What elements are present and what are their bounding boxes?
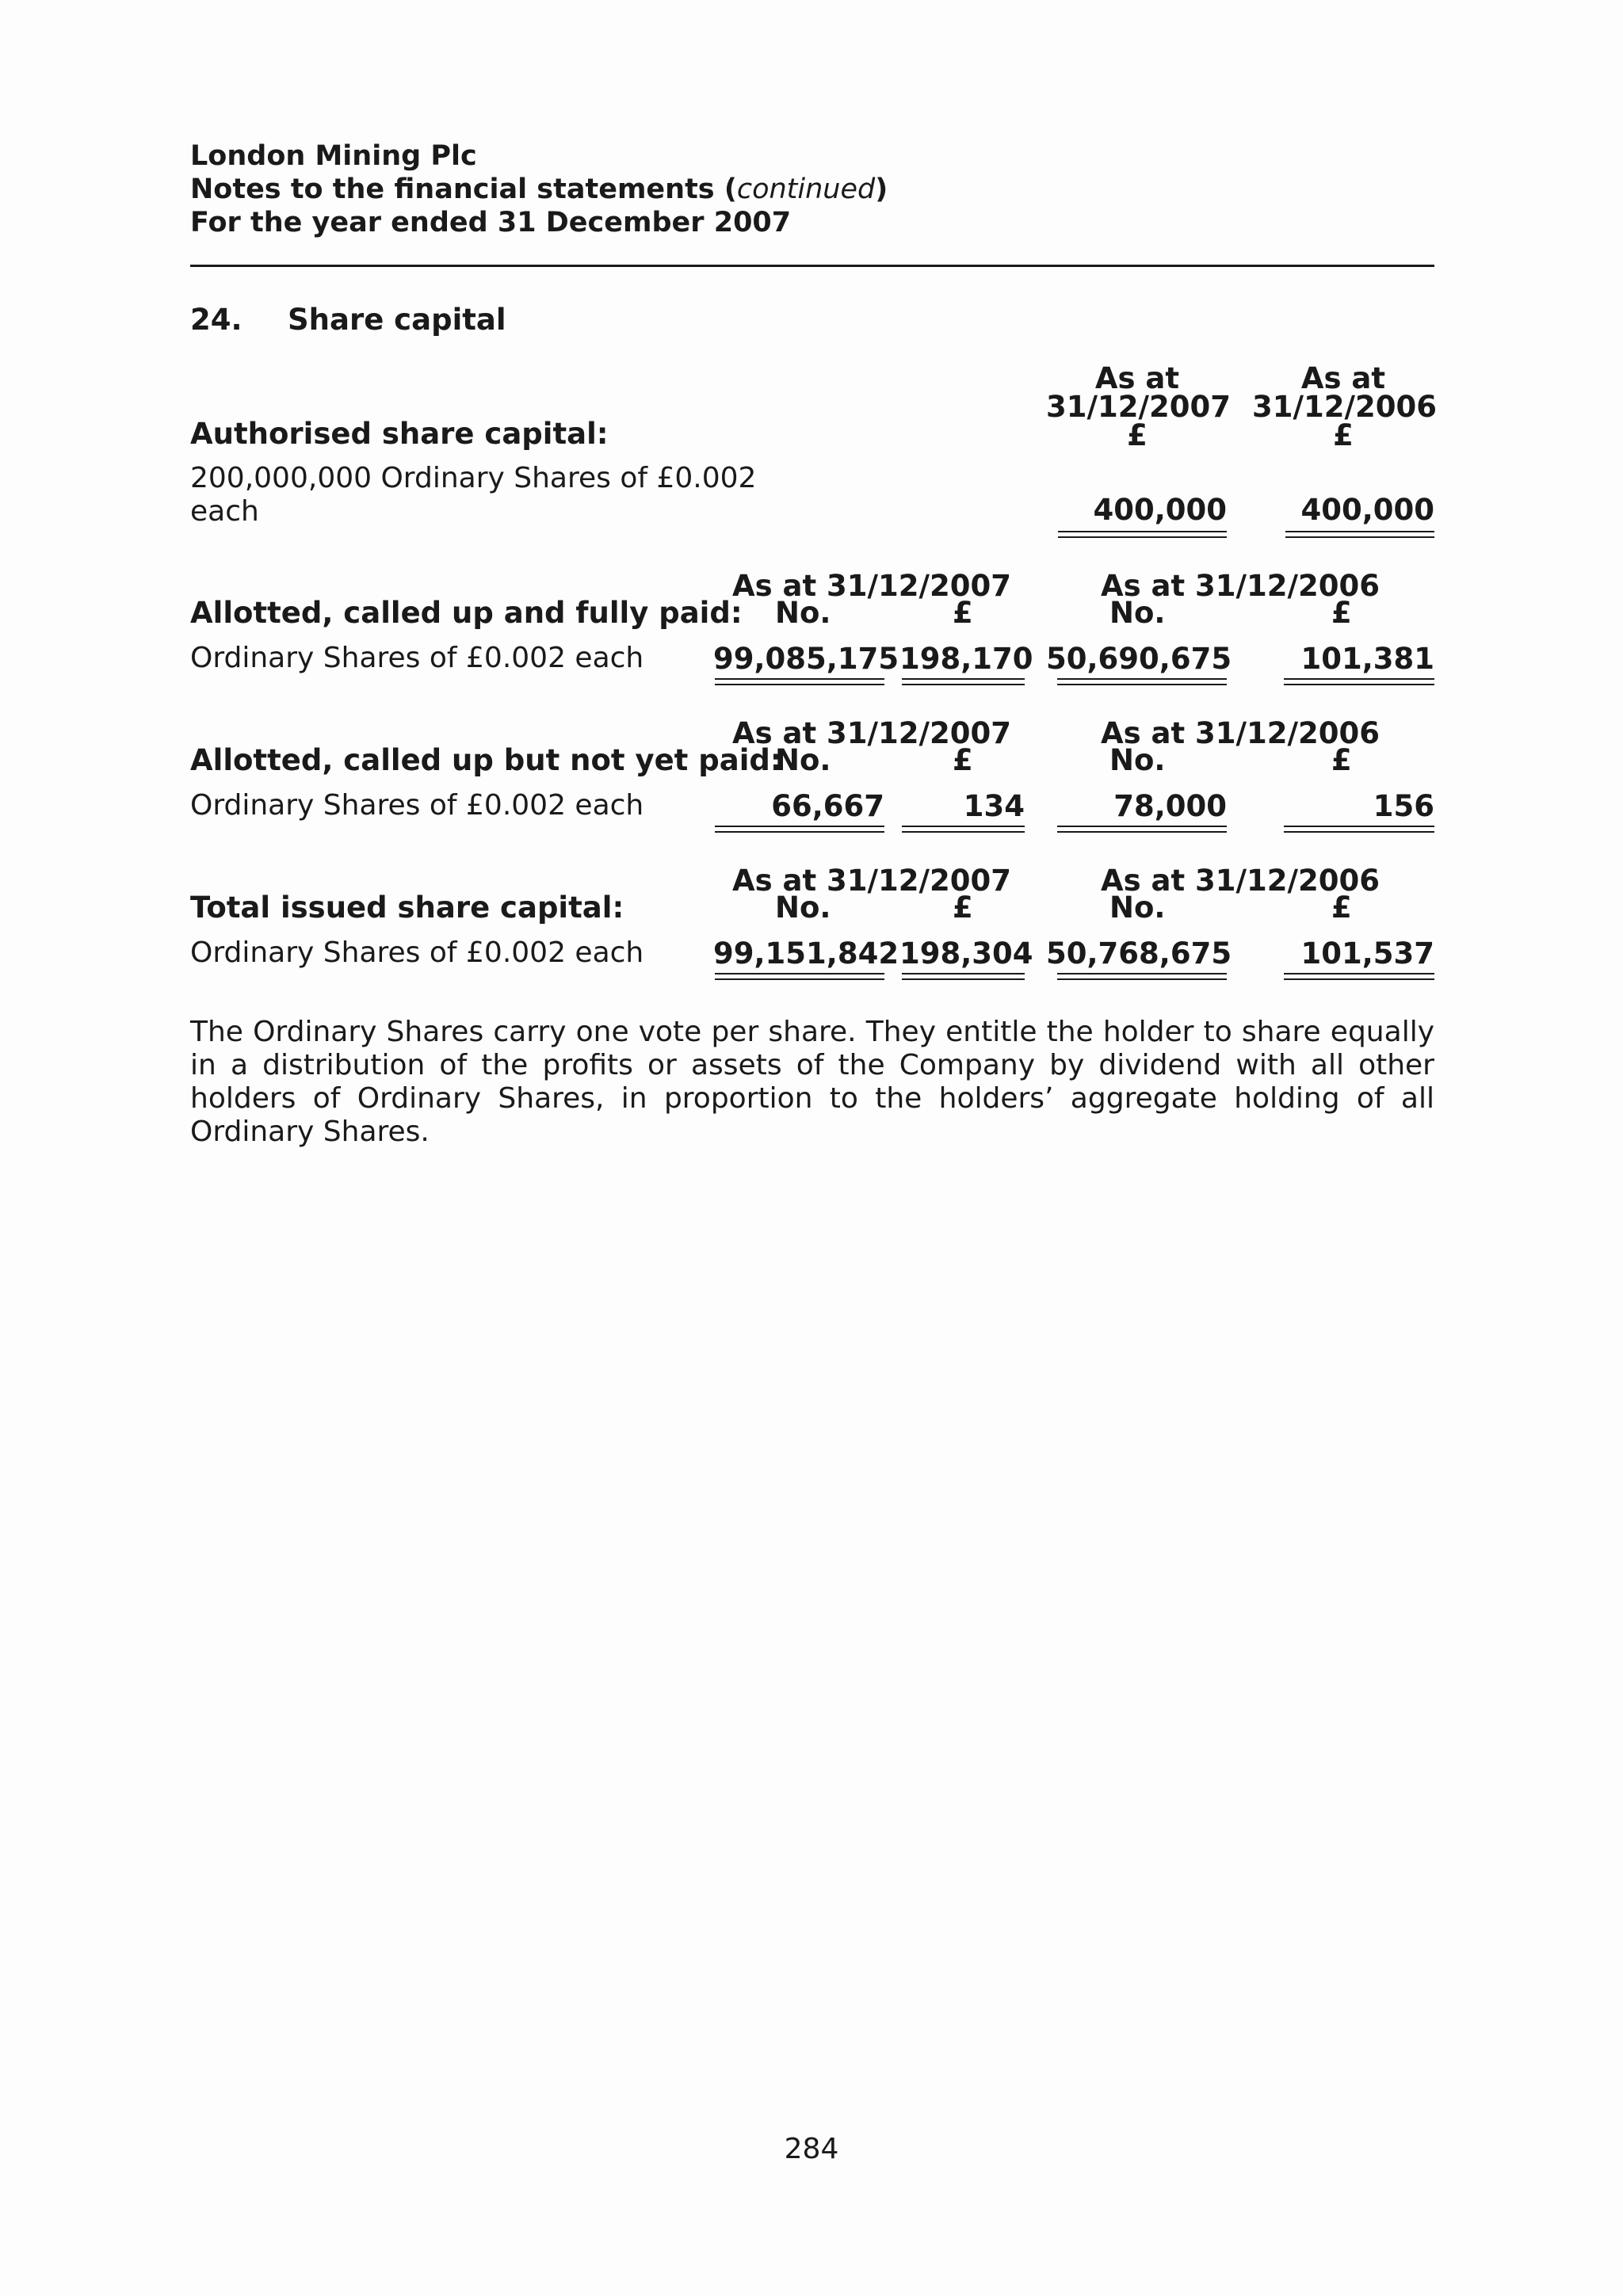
block2-double-rule-2 bbox=[902, 826, 1025, 833]
block1-group-header-2007: As at 31/12/2007 bbox=[731, 569, 1012, 603]
authorised-row-label-line2: each bbox=[190, 495, 259, 528]
block1-double-rule-2 bbox=[902, 678, 1025, 685]
notes-title-close: ) bbox=[875, 174, 888, 205]
block3-value-no-2006: 50,768,675 bbox=[1046, 936, 1232, 971]
block2-double-rule-4 bbox=[1284, 826, 1434, 833]
authorised-label: Authorised share capital: bbox=[190, 417, 609, 451]
block3-double-rule-2 bbox=[902, 973, 1025, 980]
authorised-row-label-line1: 200,000,000 Ordinary Shares of £0.002 bbox=[190, 462, 757, 494]
block1-subheader-gbp-2007: £ bbox=[953, 596, 973, 630]
section-title: Share capital bbox=[288, 303, 506, 337]
block1-row-label: Ordinary Shares of £0.002 each bbox=[190, 642, 644, 674]
notes-title bbox=[190, 173, 1434, 206]
block3-label: Total issued share capital: bbox=[190, 891, 624, 925]
authorised-header-2006-line3: £ bbox=[1333, 418, 1354, 452]
block2-subheader-gbp-2007: £ bbox=[953, 743, 973, 777]
authorised-header-2007-line1: As at bbox=[1094, 361, 1180, 395]
authorised-header-2006-line1: As at bbox=[1300, 361, 1386, 395]
share-rights-paragraph: The Ordinary Shares carry one vote per share. They entitle the holder to share equally in a distribution of the profits or assets of the Company by dividend with all other holders of Ordinary Shares, in proportion to the holders’ aggregate holding of all Ordinary Shares. bbox=[190, 1016, 1434, 1148]
block2-subheader-gbp-2006: £ bbox=[1331, 743, 1352, 777]
authorised-header-2007-line3: £ bbox=[1127, 418, 1148, 452]
block2-label: Allotted, called up but not yet paid: bbox=[190, 743, 782, 777]
block2-value-no-2007: 66,667 bbox=[771, 789, 884, 823]
block1-value-gbp-2006: 101,381 bbox=[1300, 642, 1434, 676]
authorised-header-2007 bbox=[1046, 361, 1231, 452]
authorised-double-rule-2007 bbox=[1058, 531, 1227, 538]
block1-group-header-2006: As at 31/12/2006 bbox=[1100, 569, 1381, 603]
block1-value-no-2006: 50,690,675 bbox=[1046, 642, 1232, 676]
block3-value-no-2007: 99,151,842 bbox=[713, 936, 899, 971]
block3-subheader-gbp-2007: £ bbox=[953, 891, 973, 925]
authorised-header-2006 bbox=[1252, 361, 1437, 452]
block2-group-header-2007: As at 31/12/2007 bbox=[731, 716, 1012, 750]
block1-value-no-2007: 99,085,175 bbox=[713, 642, 899, 676]
section-number: 24. bbox=[190, 303, 242, 337]
block3-double-rule-1 bbox=[715, 973, 884, 980]
block2-double-rule-3 bbox=[1057, 826, 1227, 833]
block1-double-rule-3 bbox=[1057, 678, 1227, 685]
block1-label: Allotted, called up and fully paid: bbox=[190, 596, 743, 630]
notes-title-text: Notes to the financial statements ( bbox=[190, 174, 737, 205]
block1-value-gbp-2007: 198,170 bbox=[899, 642, 1033, 676]
block3-double-rule-4 bbox=[1284, 973, 1434, 980]
block3-double-rule-3 bbox=[1057, 973, 1227, 980]
block2-group-header-2006: As at 31/12/2006 bbox=[1100, 716, 1381, 750]
block2-value-gbp-2006: 156 bbox=[1373, 789, 1434, 823]
block3-subheader-no-2006: No. bbox=[1109, 891, 1166, 925]
authorised-row-label bbox=[190, 462, 756, 528]
block3-value-gbp-2007: 198,304 bbox=[899, 936, 1033, 971]
block2-subheader-no-2006: No. bbox=[1109, 743, 1166, 777]
block3-group-header-2006: As at 31/12/2006 bbox=[1100, 864, 1381, 898]
block1-subheader-gbp-2006: £ bbox=[1331, 596, 1352, 630]
block3-value-gbp-2006: 101,537 bbox=[1300, 936, 1434, 971]
block3-group-header-2007: As at 31/12/2007 bbox=[731, 864, 1012, 898]
block2-subheader-no-2007: No. bbox=[775, 743, 831, 777]
block3-subheader-gbp-2006: £ bbox=[1331, 891, 1352, 925]
block1-subheader-no-2007: No. bbox=[775, 596, 831, 630]
company-name: London Mining Plc bbox=[190, 140, 477, 172]
authorised-value-2006: 400,000 bbox=[1300, 493, 1434, 527]
block1-subheader-no-2006: No. bbox=[1109, 596, 1166, 630]
authorised-value-2007: 400,000 bbox=[1093, 493, 1227, 527]
block2-double-rule-1 bbox=[715, 826, 884, 833]
block2-value-gbp-2007: 134 bbox=[963, 789, 1025, 823]
authorised-double-rule-2006 bbox=[1285, 531, 1434, 538]
header-divider bbox=[190, 265, 1434, 267]
page-number: 284 bbox=[784, 2133, 839, 2165]
block2-row-label: Ordinary Shares of £0.002 each bbox=[190, 789, 644, 822]
continued-label: continued bbox=[736, 174, 876, 205]
authorised-header-2006-line2: 31/12/2006 bbox=[1252, 390, 1437, 424]
block3-row-label: Ordinary Shares of £0.002 each bbox=[190, 936, 644, 969]
page-header bbox=[190, 139, 1434, 239]
block2-value-no-2006: 78,000 bbox=[1113, 789, 1227, 823]
block1-double-rule-4 bbox=[1284, 678, 1434, 685]
authorised-header-2007-line2: 31/12/2007 bbox=[1046, 390, 1231, 424]
period-line: For the year ended 31 December 2007 bbox=[190, 207, 792, 238]
block3-subheader-no-2007: No. bbox=[775, 891, 831, 925]
block1-double-rule-1 bbox=[715, 678, 884, 685]
